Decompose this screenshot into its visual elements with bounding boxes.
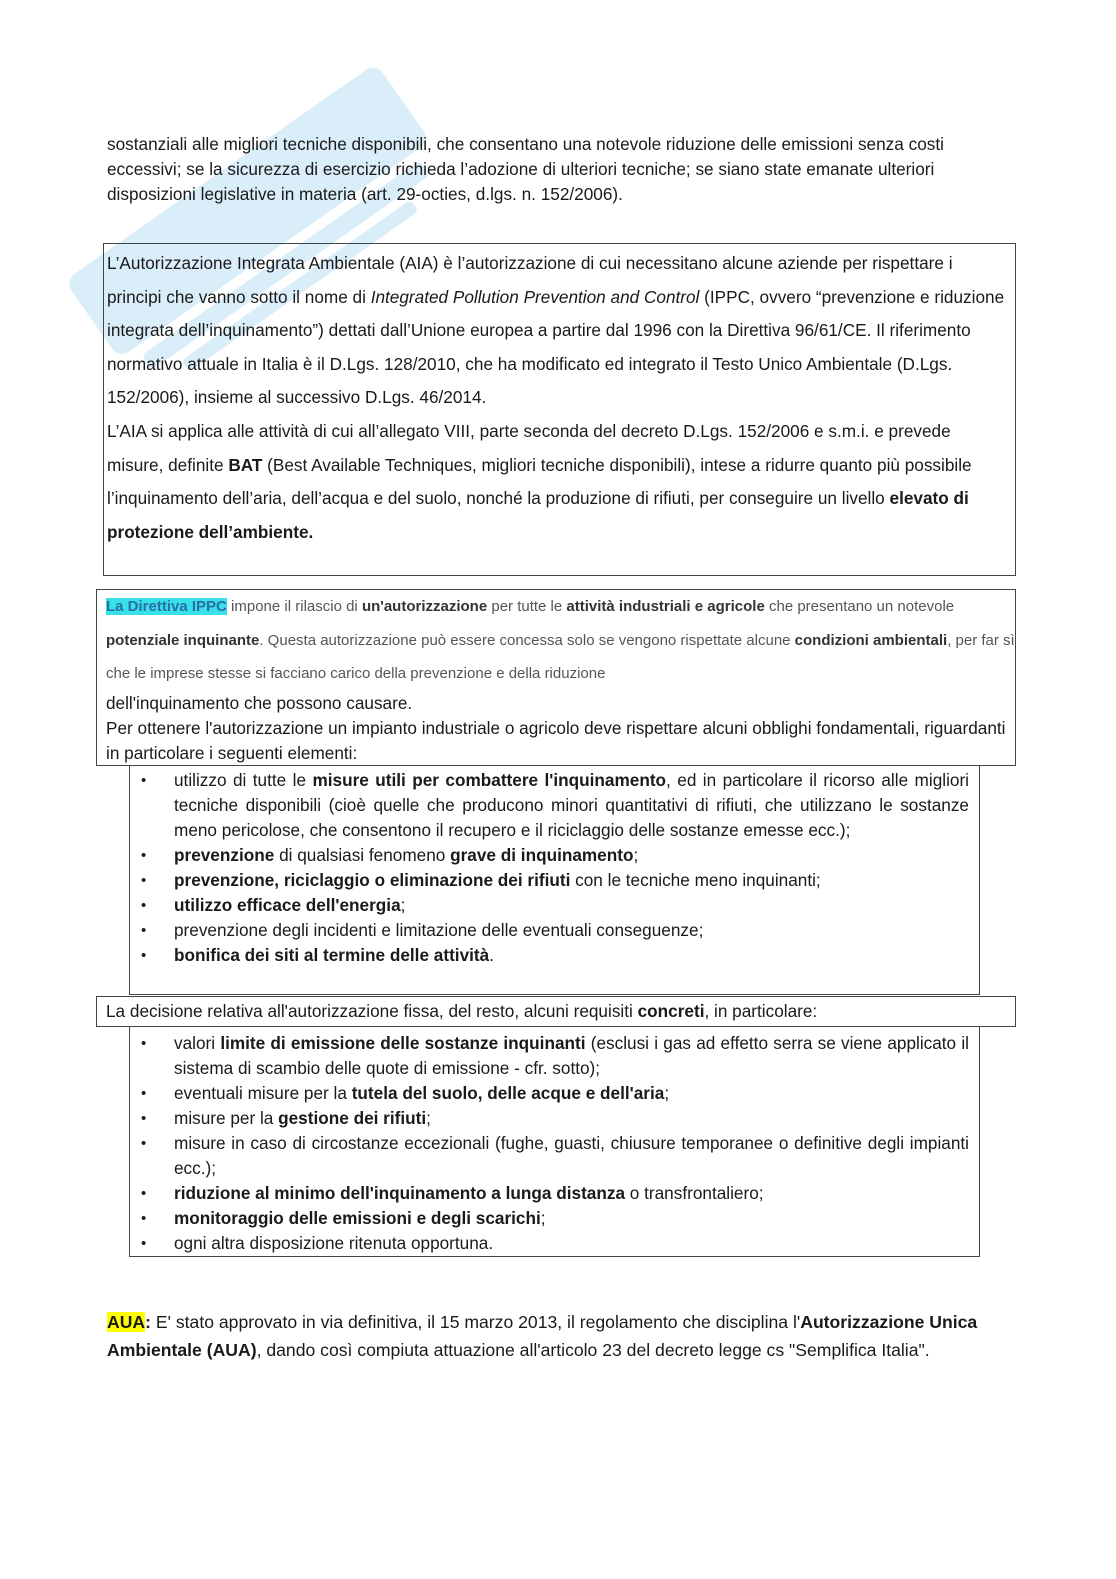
bullet-icon: • — [141, 1035, 147, 1052]
bullet-icon: • — [141, 772, 147, 789]
bullet-icon: • — [141, 947, 147, 964]
list-item: • prevenzione di qualsiasi fenomeno grave di inquinamento; — [130, 843, 969, 868]
list-item: • misure per la gestione dei rifiuti; — [130, 1106, 969, 1131]
requirements-list-box — [129, 1027, 980, 1257]
obligations-list-box — [129, 765, 980, 995]
ippc-line-b: Per ottenere l'autorizzazione un impianto industriale o agricolo deve rispettare alcuni obblighi fondamentali, riguardanti in particolare i seguenti elementi: — [106, 717, 1006, 763]
intro-paragraph: sostanziali alle migliori tecniche disponibili, che consentano una notevole riduzione delle emissioni senza costi eccessivi; se la sicurezza di esercizio richieda l’adozione di ulteriori tecniche; se siano state emanate ulteriori disposizioni legislative in materia (art. 29-octies, d.lgs. n. 152/2006). — [107, 134, 944, 204]
ippc-box — [96, 589, 1016, 766]
aia-paragraph-2: L’AIA si applica alle attività di cui all’allegato VIII, parte seconda del decreto D.Lgs. 152/2006 e s.m.i. e prevede misure, definite BAT (Best Available Techniques, migliori tecniche disponibili), intese a ridurre quanto più possibile l’inquinamento dell’aria, dell’acqua e del suolo, nonché la produzione di rifiuti, per conseguire un livello elevato di protezione dell’ambiente. — [107, 420, 972, 542]
ippc-line-a: dell'inquinamento che possono causare. — [106, 692, 413, 713]
list-item: • ogni altra disposizione ritenuta opportuna. — [130, 1231, 969, 1256]
bullet-icon: • — [141, 872, 147, 889]
bullet-icon: • — [141, 1085, 147, 1102]
aia-box — [103, 243, 1016, 576]
list-item: • eventuali misure per la tutela del suolo, delle acque e dell'aria; — [130, 1081, 969, 1106]
list-item: • bonifica dei siti al termine delle attività. — [130, 943, 969, 968]
bullet-icon: • — [141, 897, 147, 914]
ippc-web-paragraph: La Direttiva IPPC impone il rilascio di un'autorizzazione per tutte le attività industriali e agricole che presentano un notevole potenziale inquinante. Questa autorizzazione può essere concessa solo se vengono rispettate alcune condizioni ambientali, per far sì che le imprese stesse si facciano carico della prevenzione e della riduzione — [106, 598, 1015, 683]
list-item: • prevenzione degli incidenti e limitazione delle eventuali conseguenze; — [130, 918, 969, 943]
aua-highlight: AUA — [107, 1312, 146, 1332]
obligations-list — [130, 768, 969, 968]
bullet-icon: • — [141, 1235, 147, 1252]
bullet-icon: • — [141, 1210, 147, 1227]
list-item: • misure in caso di circostanze eccezionali (fughe, guasti, chiusure temporanee o definitive degli impianti ecc.); — [141, 1133, 969, 1178]
aua-paragraph: AUA: E' stato approvato in via definitiva, il 15 marzo 2013, il regolamento che disciplina l'Autorizzazione Unica Ambientale (AUA), dando così compiuta attuazione all'articolo 23 del decreto legge cs "Semplifica Italia". — [107, 1312, 978, 1360]
bullet-icon: • — [141, 922, 147, 939]
bullet-icon: • — [141, 847, 147, 864]
bullet-icon: • — [141, 1110, 147, 1127]
list-item: • riduzione al minimo dell'inquinamento a lunga distanza o transfrontaliero; — [130, 1181, 969, 1206]
decision-box — [96, 996, 1016, 1027]
decision-text: La decisione relativa all'autorizzazione fissa, del resto, alcuni requisiti concreti, in particolare: — [106, 1001, 818, 1021]
bullet-icon: • — [141, 1135, 147, 1152]
requirements-list — [130, 1031, 969, 1256]
list-item: • utilizzo di tutte le misure utili per combattere l'inquinamento, ed in particolare il ricorso alle migliori tecniche disponibili (cioè quelle che producono minori quantitativi di rifiuti, che utilizzano le sostanze meno pericolose, che consentono il recupero e il riciclaggio delle sostanze emesse ecc.); — [141, 770, 969, 840]
list-item: • prevenzione, riciclaggio o eliminazione dei rifiuti con le tecniche meno inquinanti; — [130, 868, 969, 893]
aia-paragraph-1: L’Autorizzazione Integrata Ambientale (AIA) è l’autorizzazione di cui necessitano alcune aziende per rispettare i principi che vanno sotto il nome di Integrated Pollution Prevention and Control (IPPC, ovvero “prevenzione e riduzione integrata dell’inquinamento”) dettati dall’Unione europea a partire dal 1996 con la Direttiva 96/61/CE. Il riferimento normativo attuale in Italia è il D.Lgs. 128/2010, che ha modificato ed integrato il Testo Unico Ambientale (D.Lgs. 152/2006), insieme al successivo D.Lgs. 46/2014. — [107, 253, 1005, 408]
list-item: • utilizzo efficace dell'energia; — [130, 893, 969, 918]
ippc-highlight: La Direttiva IPPC — [106, 598, 227, 615]
list-item: • monitoraggio delle emissioni e degli scarichi; — [130, 1206, 969, 1231]
list-item: • valori limite di emissione delle sostanze inquinanti (esclusi i gas ad effetto serra se viene applicato il sistema di scambio delle quote di emissione - cfr. sotto); — [141, 1033, 969, 1078]
bullet-icon: • — [141, 1185, 147, 1202]
